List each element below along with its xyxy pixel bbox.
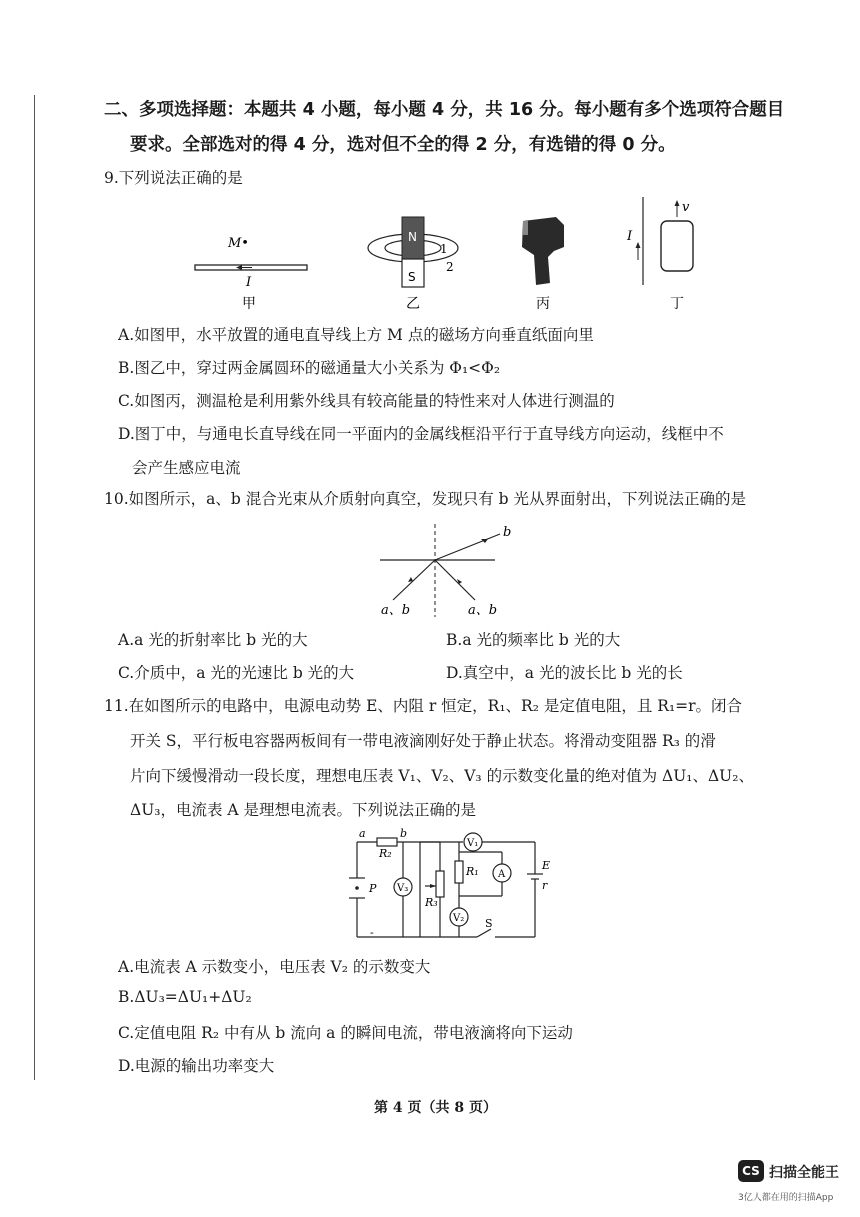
ab-in-label: a、b — [381, 603, 411, 618]
figure-ding — [626, 197, 693, 312]
resistor-r2 — [377, 838, 397, 846]
q10-figure — [375, 522, 525, 622]
q11-stem-line-1: 11.在如图所示的电路中，电源电动势 E、内阻 r 恒定，R₁、R₂ 是定值电阻，且 R₁=r。闭合 — [104, 697, 743, 715]
section-title-continued: 要求。全部选对的得 4 分，选对但不全的得 2 分，有选错的得 0 分。 — [130, 135, 676, 155]
camscanner-tagline: 3亿人都在用的扫描App — [738, 1193, 834, 1203]
figure-jia — [195, 236, 307, 312]
current-arrowhead — [236, 265, 242, 270]
q9-option-c: C.如图丙，测温枪是利用紫外线具有较高能量的特性来对人体进行测温的 — [118, 392, 615, 410]
q11-option-c: C.定值电阻 R₂ 中有从 b 流向 a 的瞬间电流，带电液滴将向下运动 — [118, 1024, 573, 1042]
n-pole-label: N — [408, 230, 417, 244]
q11-stem-line-2: 开关 S，平行板电容器两板间有一带电液滴刚好处于静止状态。将滑动变阻器 R₃ 的滑 — [130, 732, 716, 750]
s-pole-label: S — [408, 270, 416, 284]
q9-option-a: A.如图甲，水平放置的通电直导线上方 M 点的磁场方向垂直纸面向里 — [118, 326, 594, 344]
figure-yi — [368, 217, 458, 312]
camscanner-logo-icon: CS — [738, 1160, 764, 1182]
label-yi: 乙 — [406, 296, 420, 312]
q11-option-d: D.电源的输出功率变大 — [118, 1057, 275, 1075]
v3-label: V₃ — [397, 883, 409, 894]
r1-label: R₁ — [466, 865, 479, 878]
ring-2-label: 2 — [446, 260, 454, 274]
label-jia: 甲 — [242, 296, 256, 312]
current-label-ding: I — [627, 229, 633, 244]
internal-r-label: r — [542, 879, 548, 892]
section-title: 二、多项选择题：本题共 4 小题，每小题 4 分，共 16 分。每小题有多个选项符合题目 — [104, 100, 785, 120]
switch-s — [477, 929, 491, 937]
thermometer-gun-icon — [522, 217, 564, 285]
resistor-r1 — [455, 861, 463, 883]
camscanner-name: 扫描全能王 — [769, 1165, 839, 1181]
current-label-jia: I — [246, 275, 252, 290]
q9-option-d-cont: 会产生感应电流 — [132, 459, 241, 477]
label-bing: 丙 — [536, 296, 550, 312]
emf-label: E — [542, 859, 551, 872]
incident-ray — [393, 560, 435, 600]
q9-option-d: D.图丁中，与通电长直导线在同一平面内的金属线框沿平行于直导线方向运动，线框中不 — [118, 425, 724, 443]
q9-option-b: B.图乙中，穿过两金属圆环的磁通量大小关系为 Φ₁<Φ₂ — [118, 359, 501, 377]
refracted-ray — [435, 534, 500, 560]
q11-option-b: B.ΔU₃=ΔU₁+ΔU₂ — [118, 988, 252, 1006]
q11-stem-line-4: ΔU₃，电流表 A 是理想电流表。下列说法正确的是 — [130, 801, 477, 819]
q10-option-a: A.a 光的折射率比 b 光的大 — [118, 631, 308, 649]
q9-stem: 9.下列说法正确的是 — [104, 169, 243, 187]
reflected-ray — [435, 560, 475, 600]
q10-option-c: C.介质中，a 光的光速比 b 光的大 — [118, 664, 355, 682]
q10-stem: 10.如图所示，a、b 混合光束从介质射向真空，发现只有 b 光从界面射出，下列说法正确的是 — [104, 490, 747, 508]
ring-1-label: 1 — [440, 242, 448, 256]
q11-stem-line-3: 片向下缓慢滑动一段长度，理想电压表 V₁、V₂、V₃ 的示数变化量的绝对值为 ΔU₁、ΔU₂、 — [130, 767, 754, 785]
r3-label: R₃ — [425, 896, 438, 909]
m-point-label: M• — [228, 236, 249, 251]
node-a-label: a — [359, 827, 366, 840]
metal-frame — [661, 221, 693, 271]
q10-option-d: D.真空中，a 光的波长比 b 光的长 — [446, 664, 683, 682]
figure-bing — [522, 217, 564, 312]
minus-label: - — [370, 926, 374, 939]
margin-line — [34, 95, 35, 1080]
droplet-p-label: P — [369, 882, 377, 895]
switch-label: S — [485, 917, 493, 930]
velocity-label: v — [682, 200, 690, 215]
page-number: 第 4 页（共 8 页） — [374, 1100, 497, 1116]
b-out-label: b — [503, 525, 512, 540]
q9-figures — [180, 195, 720, 320]
node-b-label: b — [400, 827, 408, 840]
q10-option-b: B.a 光的频率比 b 光的大 — [446, 631, 621, 649]
r2-label: R₂ — [379, 847, 392, 860]
ab-ref-label: a、b — [468, 603, 498, 618]
q11-option-a: A.电流表 A 示数变小，电压表 V₂ 的示数变大 — [118, 958, 431, 976]
v2-label: V₂ — [453, 913, 465, 924]
q11-circuit — [345, 826, 555, 944]
label-ding: 丁 — [670, 296, 684, 312]
rheostat-r3 — [436, 871, 444, 897]
ammeter-label: A — [498, 869, 506, 880]
v1-label: V₁ — [467, 838, 479, 849]
